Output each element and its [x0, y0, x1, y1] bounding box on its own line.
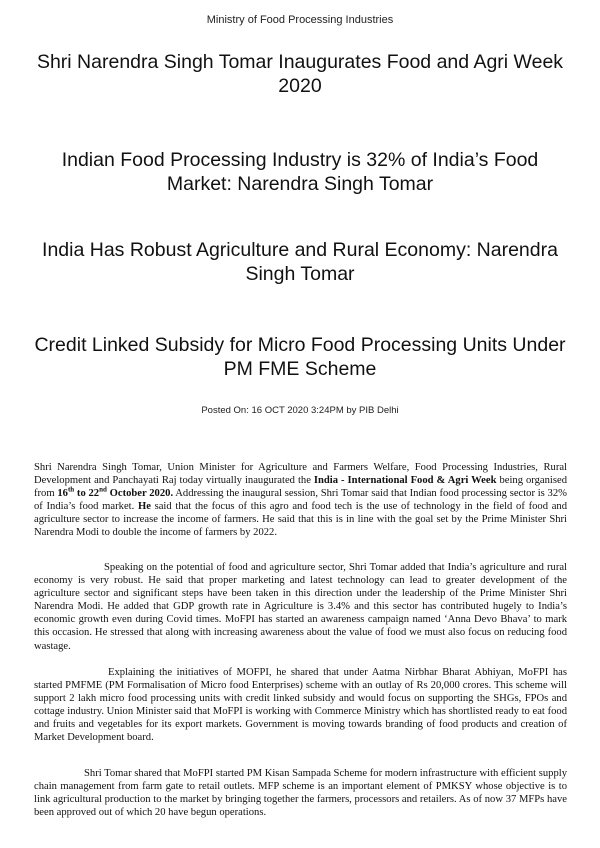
p1-date-start: 16 [57, 488, 68, 500]
p1-date-start-sup: th [67, 485, 75, 494]
p1-date-end-sup: nd [99, 485, 107, 494]
p1-text-a: Shri Narendra Singh Tomar, Union Minister for Agriculture and Farmers Welfare, Food Processing Industries, Rural Development and Panchayati Raj today virtually inaugurated the [34, 462, 567, 487]
headline-3: India Has Robust Agriculture and Rural Economy: Narendra Singh Tomar [42, 239, 558, 285]
paragraph-3: Explaining the initiatives of MOFPI, he shared that under Aatma Nirbhar Bharat Abhiyan, MoFPI has started PMFME (PM Formalisation of Micro food Enterprises) scheme with an outlay of Rs 20,000 crores. This scheme will support 2 lakh micro food processing units with credit linked subsidy and would focus on supporting the SHGs, FPOs and cottage industry. Union Minister said that MoFPI is working with Commerce Ministry which has shortlisted ready to eat food and fruits and vegetables for its export markets. Government is moving towards branding of food products and creation of Market Development board. [34, 667, 567, 744]
paragraph-1 [34, 461, 567, 540]
p1-dates [57, 485, 174, 500]
p1-text-e: Addressing the inaugural session, Shri Tomar said that Indian food processing sector is 32% of India’s food market. [34, 488, 567, 513]
paragraph-2: Speaking on the potential of food and agriculture sector, Shri Tomar added that India’s agriculture and rural economy is very robust. He said that proper marketing and latest technology can lead to greater development of the agriculture sector and significant steps have been taken in this direction under the leadership of the Prime Minister Shri Narendra Modi. He added that GDP growth rate in Agriculture is 3.4% and this sector has contributed hugely to India’s economic growth even during Covid times. MoFPI has started an awareness campaign named ‘Anna Devo Bhava’ to mark this occasion. He stressed that along with increasing awareness about the value of food we must also focus on reducing food wastage. [34, 562, 567, 652]
p1-event-name: India - International Food & Agri Week [313, 475, 497, 487]
p1-text-c: being organised from [34, 475, 567, 500]
headline-4: Credit Linked Subsidy for Micro Food Processing Units Under PM FME Scheme [34, 334, 566, 380]
ministry-name: Ministry of Food Processing Industries [206, 14, 394, 26]
headline-2: Indian Food Processing Industry is 32% of India’s Food Market: Narendra Singh Tomar [61, 149, 539, 195]
posted-on: Posted On: 16 OCT 2020 3:24PM by PIB Delhi [201, 405, 399, 416]
p1-text-g: said that the focus of this agro and food tech is the use of technology in the field of food and agriculture sector to increase the income of farmers. He said that this is in line with the goal set by the Prime Minister Shri Narendra Modi to double the income of farmers by 2022. [34, 501, 567, 539]
paragraph-4: Shri Tomar shared that MoFPI started PM Kisan Sampada Scheme for modern infrastructure with efficient supply chain management from farm gate to retail outlets. MFP scheme is an important element of PMKSY whose objective is to link agricultural production to the market by bringing together the farmers, processors and retailers. As of now 37 MFPs have been approved out of which 20 have begun operations. [34, 768, 567, 819]
headline-1: Shri Narendra Singh Tomar Inaugurates Food and Agri Week 2020 [36, 51, 564, 97]
p1-he: He [137, 501, 151, 513]
p1-date-month: October 2020. [106, 488, 174, 500]
p1-date-end: to 22 [74, 488, 100, 500]
